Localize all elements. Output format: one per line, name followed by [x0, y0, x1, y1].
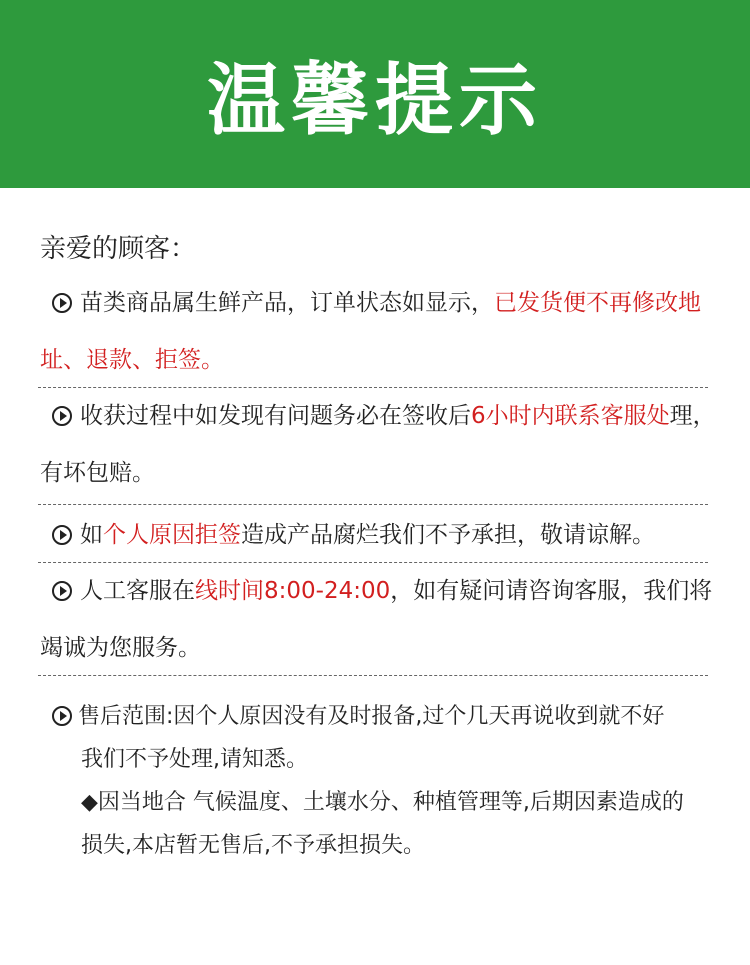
note-highlight: 6小时内联系客服处 [471, 403, 670, 429]
note-text-tail: 理，有坏包赔。 [40, 403, 716, 486]
note-text: 人工客服在 [80, 578, 195, 604]
page-title: 温馨提示 [206, 56, 543, 146]
note-text: 苗类商品属生鲜产品，订单状态如显示， [80, 290, 494, 316]
play-circle-icon [52, 293, 72, 313]
play-circle-icon [52, 525, 72, 545]
after-sale-policy [52, 695, 742, 867]
divider [38, 504, 708, 505]
note-text-tail: 造成产品腐烂我们不予承担，敬请谅解。 [241, 522, 655, 548]
after-sale-line [52, 695, 742, 738]
play-circle-icon [52, 406, 72, 426]
header-banner [0, 0, 750, 188]
note-item [40, 507, 720, 564]
after-sale-line: 损失,本店暂无售后,不予承担损失。 [81, 833, 425, 858]
play-circle-icon [52, 581, 72, 601]
note-item [40, 563, 720, 677]
note-highlight: 线时间8:00-24:00 [195, 578, 391, 604]
note-text-tail: ，如有疑问请咨询客服，我们将竭诚为您服务。 [40, 578, 713, 661]
note-highlight: 个人原因拒签 [103, 522, 241, 548]
divider [38, 675, 708, 676]
after-sale-text: 售后范围:因个人原因没有及时报备,过个几天再说收到就不好 [78, 704, 665, 729]
play-circle-icon [52, 706, 72, 726]
greeting: 亲爱的顾客： [40, 234, 197, 264]
note-text: 如 [80, 522, 103, 548]
note-item [40, 275, 720, 389]
after-sale-line: 我们不予处理,请知悉。 [81, 747, 308, 772]
after-sale-line: ◆因当地合 气候温度、土壤水分、种植管理等,后期因素造成的 [81, 790, 684, 815]
note-item [40, 388, 720, 502]
note-highlight: 已发货便不再修改地址、退款、拒签。 [40, 290, 701, 373]
note-text: 收获过程中如发现有问题务必在签收后 [80, 403, 471, 429]
